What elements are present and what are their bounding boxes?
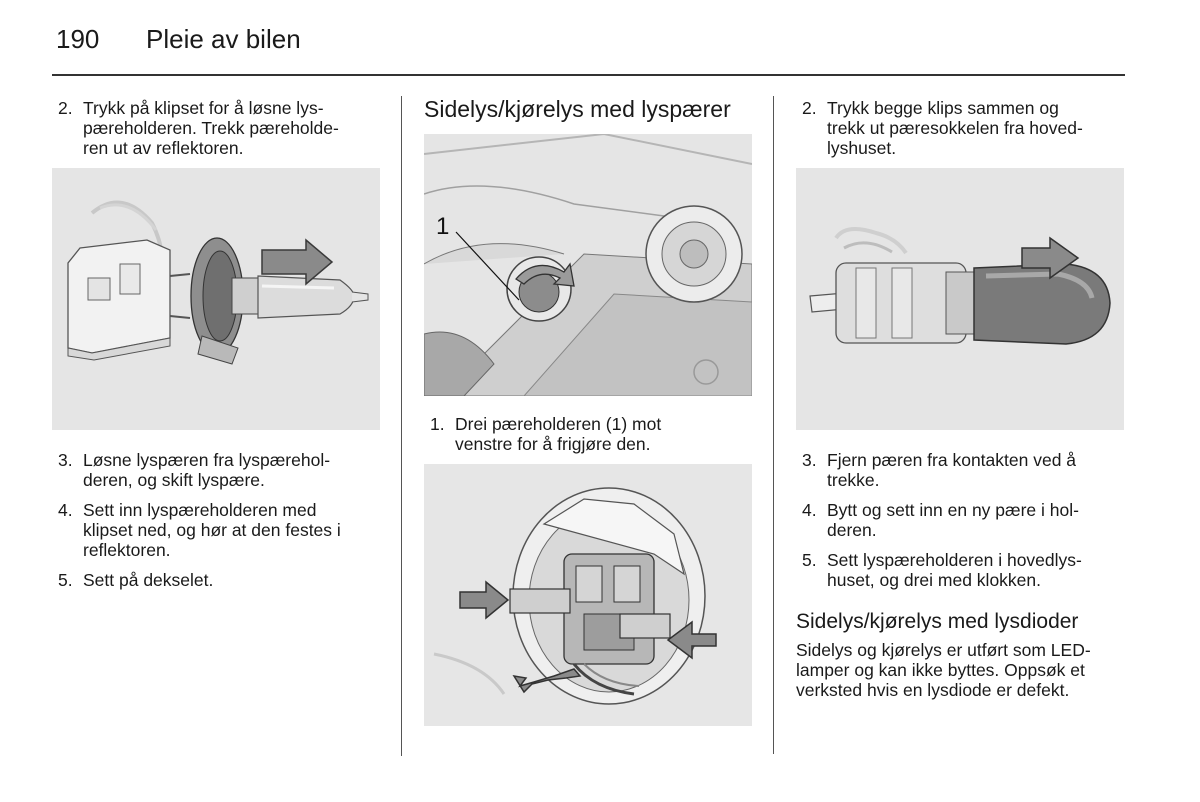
step-number: 4. [58,500,73,520]
step-item [58,570,388,590]
column-divider-1 [401,96,402,756]
figure-bulb-pull-out [796,168,1124,430]
step-text: Løsne lyspæren fra lyspærehol- deren, og skift lyspære. [83,450,331,490]
steps-list-col2 [430,414,760,464]
step-number: 2. [58,98,73,118]
step-item [58,500,388,560]
step-text: Bytt og sett inn en ny pære i hol- deren. [827,500,1079,540]
column-divider-2 [773,96,774,754]
step-number: 2. [802,98,817,118]
step-item [802,450,1132,490]
callout-label-1: 1 [436,213,450,240]
steps-list-col3-top [802,98,1132,168]
headlamp-housing-illustration [424,134,752,396]
step-number: 5. [58,570,73,590]
step-text: Drei pæreholderen (1) mot venstre for å frigjøre den. [455,414,662,454]
header-rule [52,74,1125,76]
bulb-holder-illustration [68,203,190,360]
step-item [802,98,1132,158]
led-paragraph: Sidelys og kjørelys er utført som LED- lamper og kan ikke byttes. Oppsøk et verksted hvis en lysdiode er defekt. [796,640,1091,700]
steps-list-col3-bottom [802,450,1132,600]
step-text: Trykk begge klips sammen og trekk ut pæresokkelen fra hoved- lyshuset. [827,98,1083,158]
figure-bulb-socket-clips [424,464,752,726]
bulb-and-socket-illustration [810,229,1110,344]
page-number: 190 [56,24,100,54]
step-item [802,550,1132,590]
figure-h7-bulb-removal [52,168,380,430]
step-number: 1. [430,414,445,434]
figure-headlamp-location [424,134,752,396]
step-item [58,450,388,490]
step-item [430,414,760,454]
step-text: Sett inn lyspæreholderen med klipset ned, og hør at den festes i reflektoren. [83,500,341,560]
step-text: Sett på dekselet. [83,570,214,590]
section-heading-led: Sidelys/kjørelys med lysdioder [796,610,1079,633]
step-text: Sett lyspæreholderen i hovedlys- huset, og drei med klokken. [827,550,1082,590]
step-number: 3. [802,450,817,470]
steps-list-col1-bottom [58,450,388,600]
step-number: 4. [802,500,817,520]
step-text: Trykk på klipset for å løsne lys- pæreholderen. Trekk pæreholde- ren ut av reflektoren. [83,98,339,158]
step-text: Fjern pæren fra kontakten ved å trekke. [827,450,1077,490]
steps-list-col1-top [58,98,388,168]
step-item [802,500,1132,540]
step-number: 5. [802,550,817,570]
callout-leader-line [456,232,519,300]
step-item [58,98,388,158]
step-number: 3. [58,450,73,470]
section-heading-bulbs: Sidelys/kjørelys med lyspærer [424,96,731,122]
page-title: Pleie av bilen [146,24,301,54]
